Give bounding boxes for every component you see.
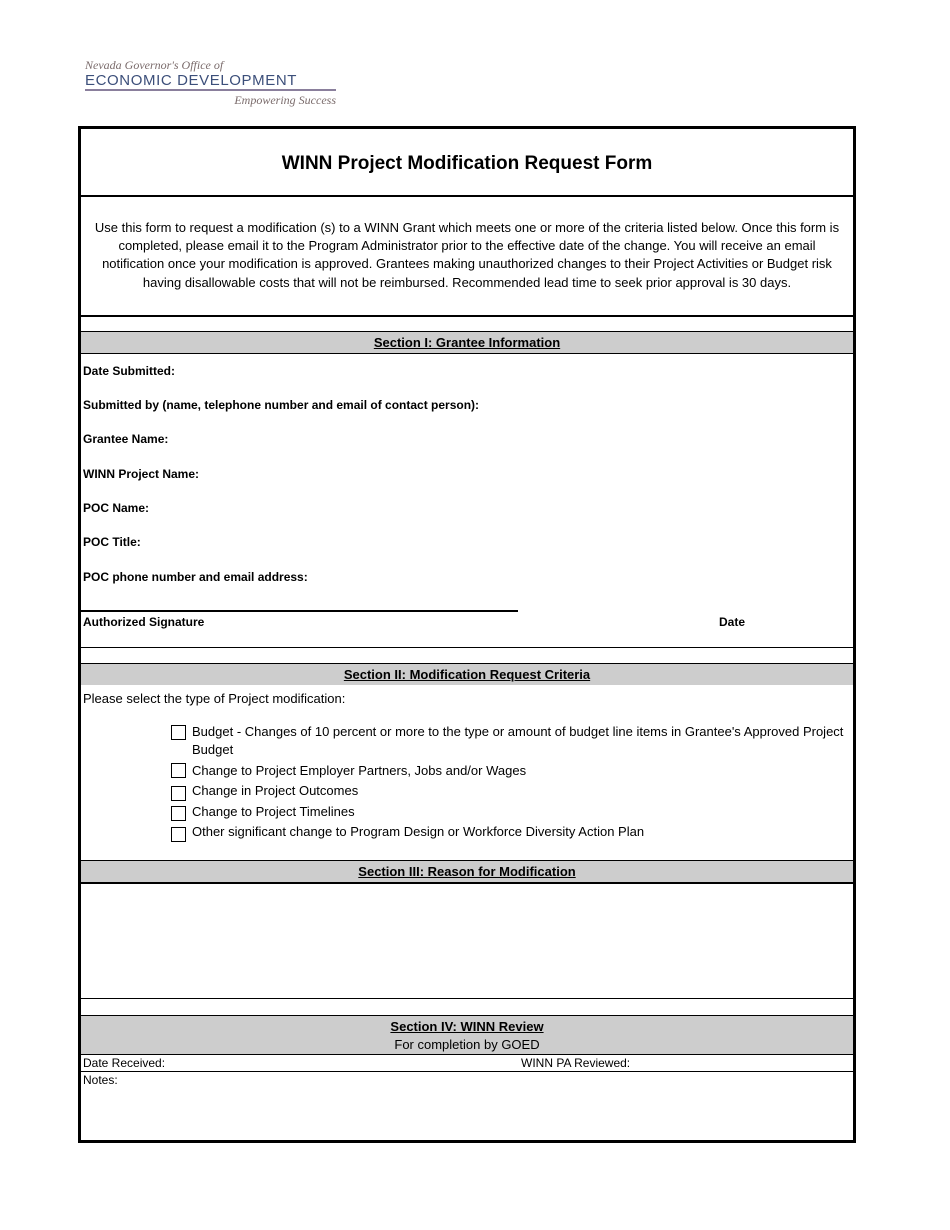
signature-line[interactable] (81, 610, 518, 612)
pa-reviewed-label: WINN PA Reviewed: (521, 1056, 631, 1070)
section4-subheading: For completion by GOED (394, 1037, 540, 1052)
form-frame (78, 126, 856, 1143)
intro-divider (81, 315, 853, 317)
employer-partners-checkbox[interactable] (171, 763, 186, 778)
section1-heading: Section I: Grantee Information (81, 332, 853, 353)
poc-contact-label: POC phone number and email address: (83, 570, 308, 584)
project-outcomes-checkbox[interactable] (171, 786, 186, 801)
date-received-label: Date Received: (83, 1056, 166, 1070)
date-submitted-label: Date Submitted: (83, 364, 176, 378)
project-timelines-option-label: Change to Project Timelines (192, 804, 355, 819)
section3-heading: Section III: Reason for Modification (81, 861, 853, 882)
section1-bottom-rule (81, 353, 853, 354)
section4-band (81, 1016, 853, 1054)
section2-heading: Section II: Modification Request Criteria (81, 664, 853, 685)
poc-title-label: POC Title: (83, 535, 141, 549)
title-divider (81, 195, 853, 197)
form-instructions: Use this form to request a modification (s) to a WINN Grant which meets one or more of the criteria listed below. Once this form is completed, please email it to the Program Administrator prior to the effective date of the change. You will receive an email notification once your modification is approved. Grantees making unauthorized changes to their Project Activities or Budget risk having disallowable costs that will not be reimbursed. Recommended lead time to seek prior approval is 30 days. (94, 220, 840, 290)
notes-area[interactable] (81, 1089, 853, 1137)
review-row-rule (81, 1071, 853, 1072)
employer-partners-option-label: Change to Project Employer Partners, Jobs and/or Wages (192, 763, 527, 778)
section4-band-rule (81, 1054, 853, 1055)
logo-tagline: Empowering Success (234, 93, 336, 107)
signature-date-label: Date (719, 615, 746, 629)
budget-change-checkbox[interactable] (171, 725, 186, 740)
reason-text-area[interactable] (81, 884, 853, 998)
notes-label: Notes: (83, 1073, 118, 1087)
grantee-name-label: Grantee Name: (83, 432, 169, 446)
authorized-signature-label: Authorized Signature (83, 615, 205, 629)
project-timelines-checkbox[interactable] (171, 806, 186, 821)
other-change-option-label: Other significant change to Program Design or Workforce Diversity Action Plan (192, 824, 645, 839)
section1-end-rule (81, 647, 853, 648)
budget-change-option-label: Budget - Changes of 10 percent or more to the type or amount of budget line items in Grantee's Approved Project Budget (192, 724, 844, 757)
form-title: WINN Project Modification Request Form (281, 153, 653, 174)
section3-end-rule (81, 998, 853, 999)
poc-name-label: POC Name: (83, 501, 150, 515)
goed-logo (85, 58, 340, 110)
logo-line-2: ECONOMIC DEVELOPMENT (85, 72, 298, 89)
logo-line-1: Nevada Governor's Office of (85, 58, 224, 72)
submitted-by-label: Submitted by (name, telephone number and email of contact person): (83, 398, 480, 412)
modification-prompt: Please select the type of Project modification: (83, 691, 346, 706)
logo-rule (85, 89, 336, 91)
other-change-checkbox[interactable] (171, 827, 186, 842)
section4-heading: Section IV: WINN Review (390, 1019, 544, 1034)
winn-project-name-label: WINN Project Name: (83, 467, 200, 481)
project-outcomes-option-label: Change in Project Outcomes (192, 783, 359, 798)
